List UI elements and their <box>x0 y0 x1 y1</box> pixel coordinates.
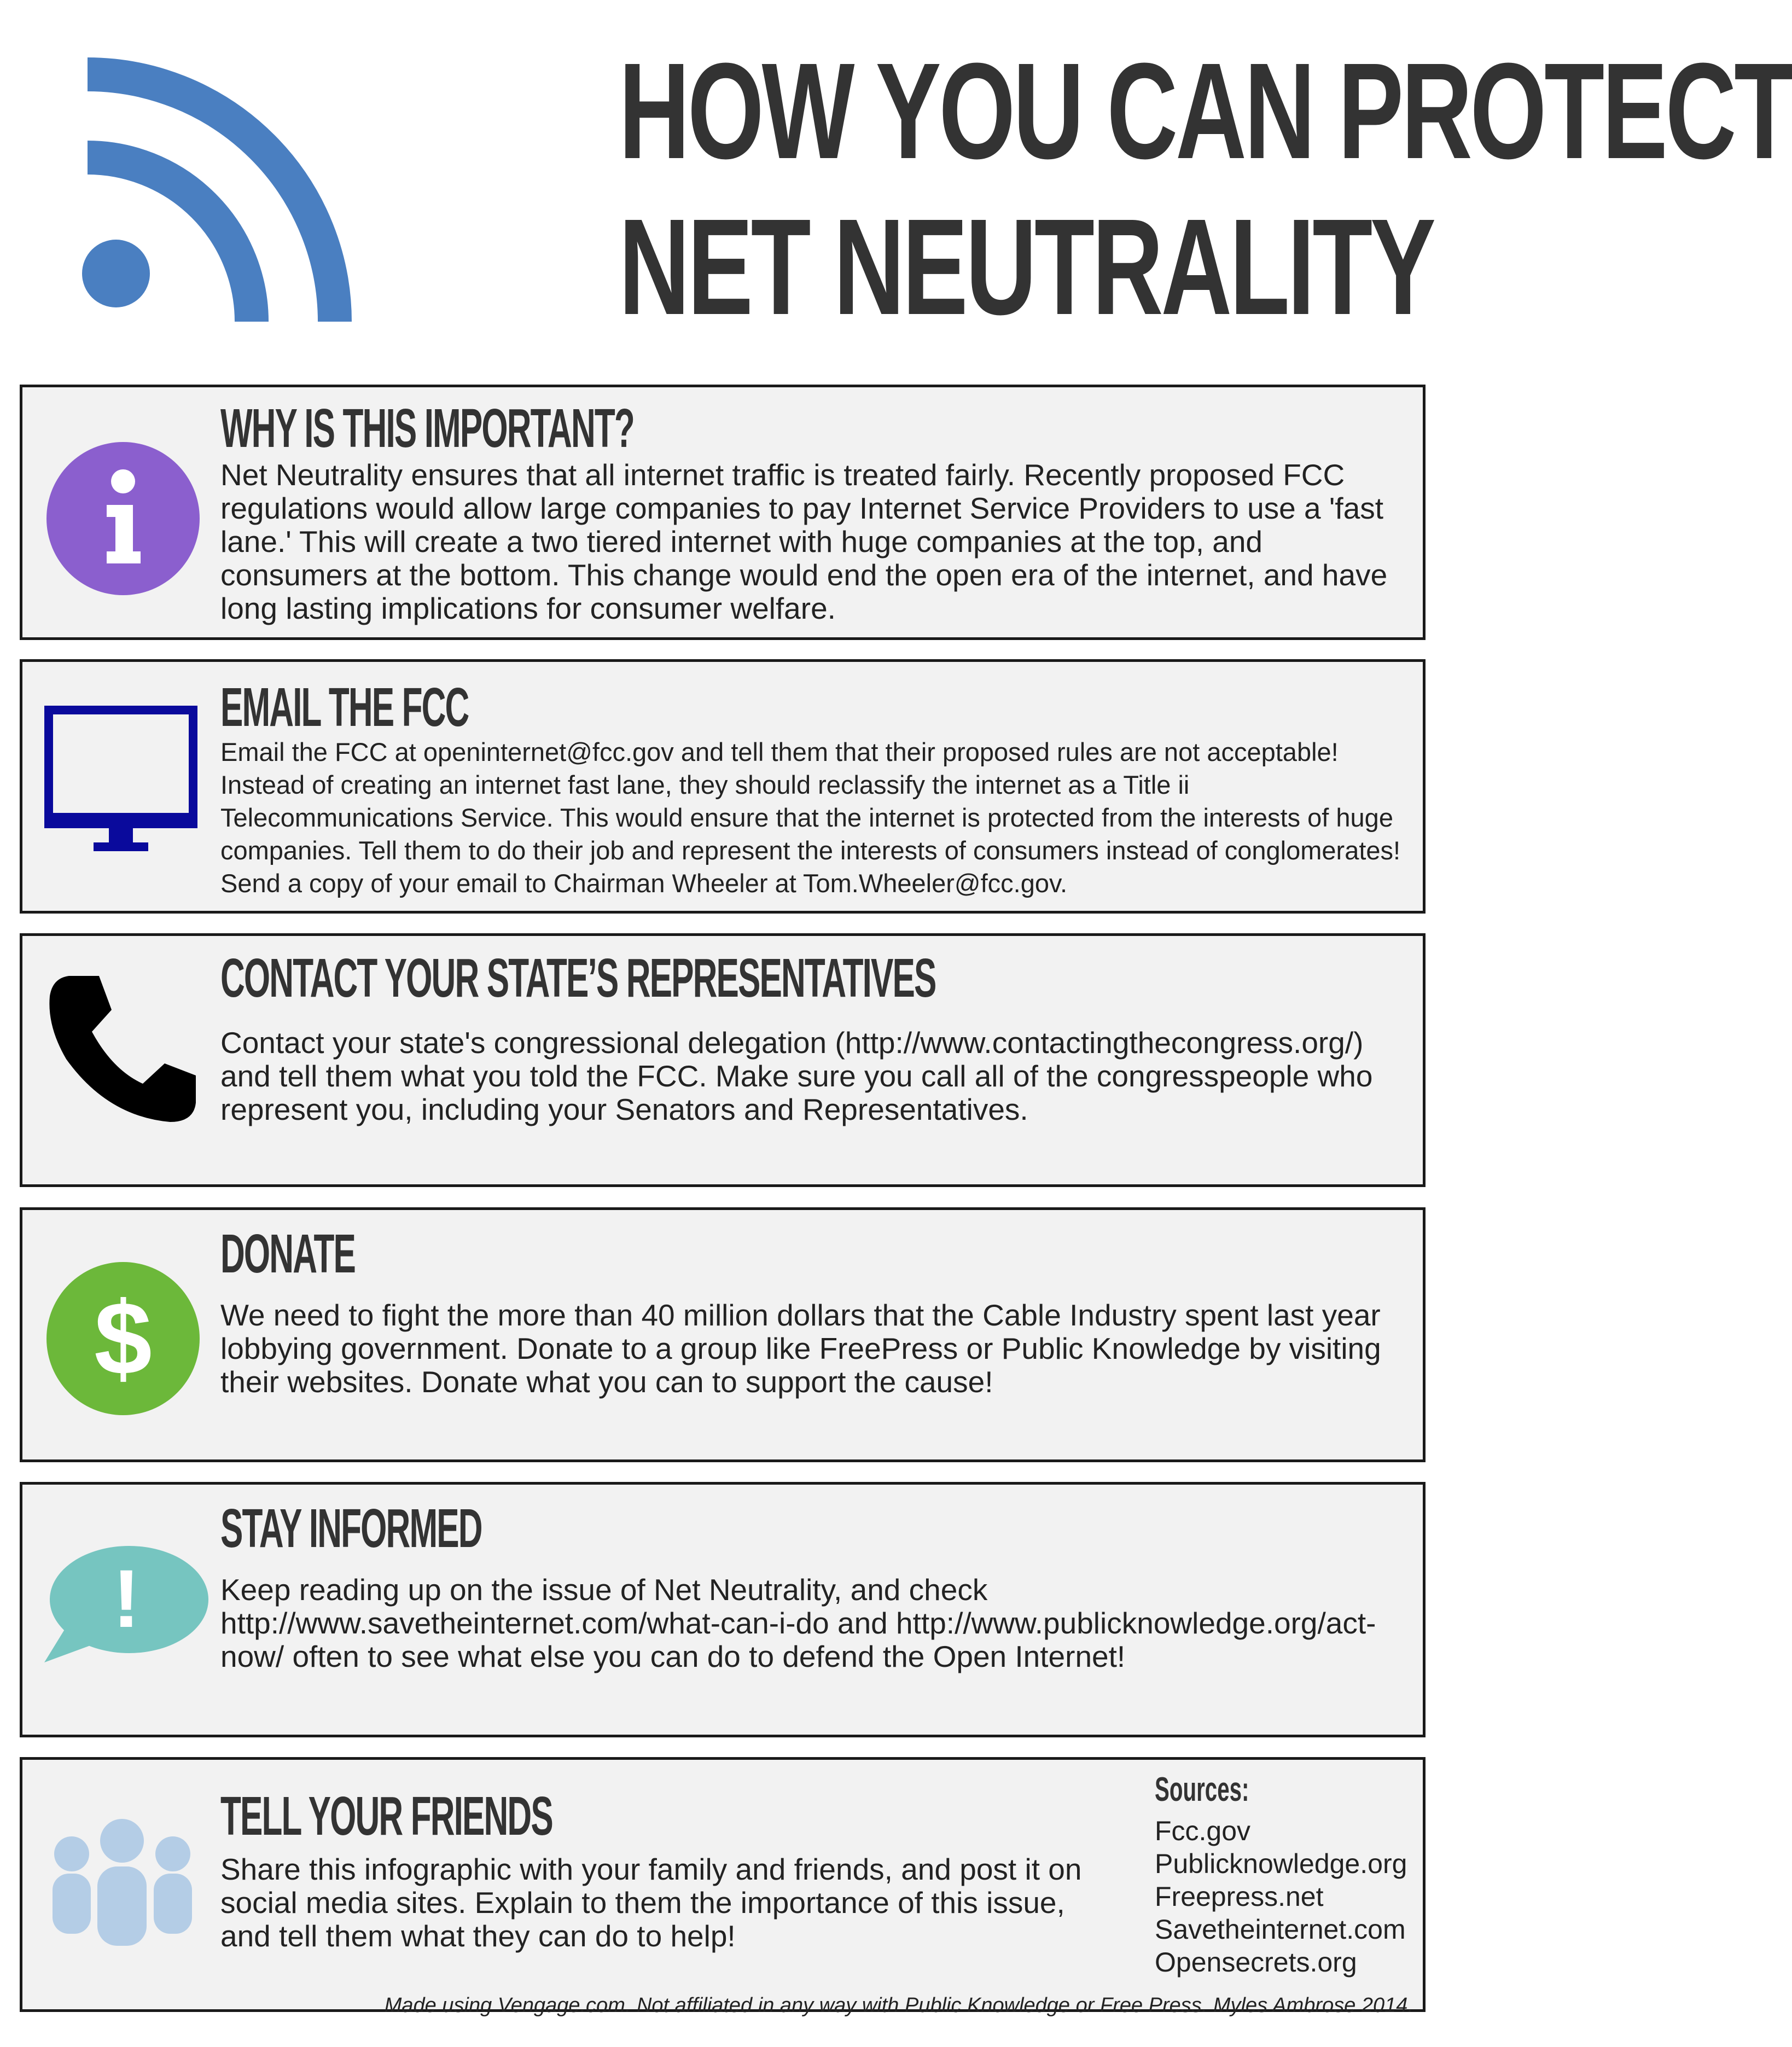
rss-signal-icon <box>82 66 345 328</box>
section-heading: CONTACT YOUR STATE’S REPRESENTATIVES <box>220 947 936 1009</box>
sources-heading: Sources: <box>1155 1771 1249 1808</box>
section-heading: DONATE <box>220 1223 356 1284</box>
section-stay-informed <box>20 1482 1426 1737</box>
phone-icon <box>47 972 200 1125</box>
section-email-fcc <box>20 659 1426 914</box>
source-item: Fcc.gov <box>1155 1816 1251 1846</box>
source-item: Opensecrets.org <box>1155 1947 1357 1978</box>
page-title-line-1: HOW YOU CAN PROTECT <box>619 34 1792 187</box>
source-item: Publicknowledge.org <box>1155 1848 1407 1879</box>
dollar-icon <box>46 1262 200 1415</box>
section-why-important <box>20 385 1426 640</box>
section-body: Email the FCC at openinternet@fcc.gov and tell them that their proposed rules are not acceptable! Instead of creating an internet fast lane, they should reclassify the internet as a Title ii Telecommunications Service. This would ensure that the internet is protected from the interests of huge companies. Tell them to do their job and represent the interests of consumers instead of conglomerates! Send a copy of your email to Chairman Wheeler at Tom.Wheeler@fcc.gov. <box>220 737 1401 898</box>
section-heading: WHY IS THIS IMPORTANT? <box>220 398 634 459</box>
section-heading: STAY INFORMED <box>220 1498 482 1559</box>
section-tell-friends <box>20 1757 1426 2012</box>
svg-text:!: ! <box>113 1552 140 1644</box>
page-title <box>619 33 1792 345</box>
section-body: Contact your state's congressional delegation (http://www.contactingthecongress.org/) and tell them what you told the FCC. Make sure you call all of the congresspeople who represent you, including your Senators and Representatives. <box>220 1026 1373 1126</box>
section-heading: TELL YOUR FRIENDS <box>220 1786 552 1847</box>
people-group-icon <box>47 1815 197 1946</box>
info-icon <box>46 442 200 595</box>
section-heading: EMAIL THE FCC <box>220 677 469 738</box>
source-item: Freepress.net <box>1155 1881 1324 1912</box>
computer-monitor-icon <box>44 706 197 853</box>
page-title-line-2: NET NEUTRALITY <box>619 190 1434 343</box>
section-body: Keep reading up on the issue of Net Neutrality, and check http://www.savetheinternet.com/what-can-i-do and http://www.publicknowledge.org/act-now/ often to see what else you can do to defend the Open Internet! <box>220 1573 1376 1673</box>
speech-bubble-exclamation-icon <box>44 1545 208 1671</box>
svg-text:$: $ <box>94 1281 152 1397</box>
section-body: Share this infographic with your family and friends, and post it on social media sites. Explain to them the importance of this issue, and tell them what they can do to help! <box>220 1852 1082 1953</box>
section-contact-representatives <box>20 933 1426 1187</box>
section-donate <box>20 1207 1426 1462</box>
section-body: Net Neutrality ensures that all internet traffic is treated fairly. Recently proposed FCC regulations would allow large companies to pay Internet Service Providers to use a 'fast lane.' This will create a two tiered internet with huge companies at the top, and consumers at the bottom. This change would end the open era of the internet, and have long lasting implications for consumer welfare. <box>220 458 1388 625</box>
source-item: Savetheinternet.com <box>1155 1914 1406 1945</box>
footer-credit: Made using Vengage.com. Not affiliated in any way with Public Knowledge or Free Press. Myles Ambrose 2014. <box>384 1994 1413 2017</box>
section-body: We need to fight the more than 40 million dollars that the Cable Industry spent last year lobbying government. Donate to a group like FreePress or Public Knowledge by visiting their websites. Donate what you can to support the cause! <box>220 1298 1381 1399</box>
